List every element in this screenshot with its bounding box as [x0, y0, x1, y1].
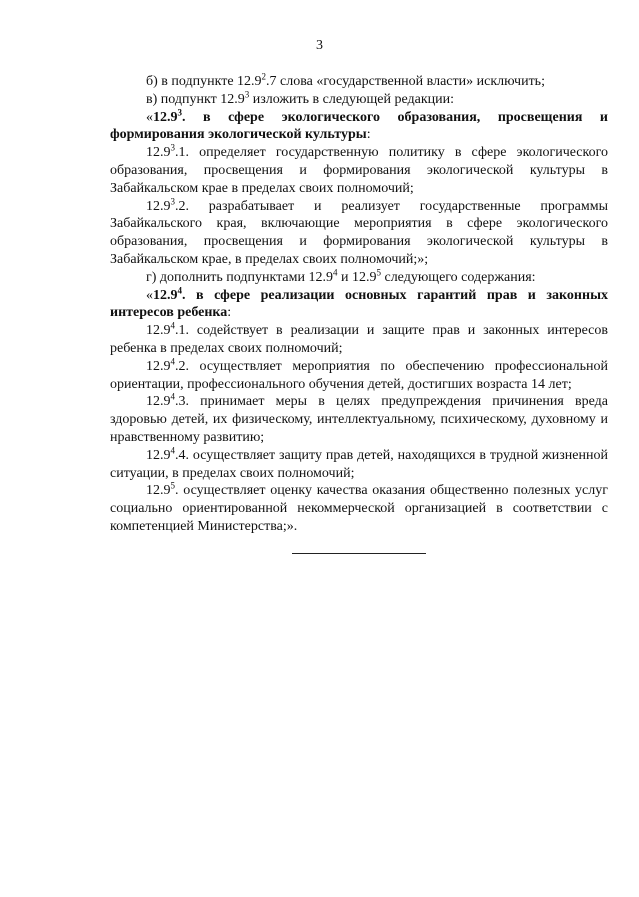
paragraph-p2 [110, 91, 608, 109]
text-run: : [227, 305, 232, 321]
text-run: .7 слова «государственной власти» исключить; [266, 74, 545, 89]
paragraph-p4 [110, 144, 608, 197]
text-run: 12.9 [146, 358, 171, 374]
text-run: 12.9 [146, 447, 171, 463]
paragraph-p3 [110, 106, 608, 145]
text-run: в) подпункт 12.9 [146, 91, 245, 107]
paragraph-p6 [110, 269, 608, 287]
superscript: 5 [170, 480, 175, 491]
superscript: 5 [376, 267, 381, 278]
paragraph-p8 [110, 322, 608, 358]
text-run: : [366, 127, 371, 143]
text-run: г) дополнить подпунктами 12.9 [146, 269, 333, 285]
text-run: 12.9 [146, 323, 171, 339]
superscript: 3 [170, 195, 175, 206]
paragraph-p5 [110, 195, 608, 269]
text-run: .2. осуществляет мероприятия по обеспечению профессиональной ориентации, профессионального обучения детей, достигших возраста 14 лет; [110, 358, 608, 392]
text-run: . осуществляет оценку качества оказания общественно полезных услуг социально ориентированной некоммерческой организацией в соответствии с компетенцией Министерства;». [110, 483, 608, 534]
page-number: 3 [316, 38, 323, 53]
superscript: 4 [170, 445, 175, 456]
bold-text: . в сфере экологического образования, просвещения и формирования экологической культуры [110, 109, 608, 143]
paragraph-p10 [110, 393, 608, 446]
text-run: 12.9 [146, 145, 171, 161]
superscript: 4 [170, 391, 175, 402]
superscript: 4 [177, 284, 182, 295]
superscript: 4 [332, 267, 338, 278]
text-run: « [146, 109, 153, 125]
paragraph-p11 [110, 447, 608, 483]
superscript: 3 [244, 89, 250, 100]
text-run: .1. определяет государственную политику в сфере экологического образования, просвещения и формирования экологической культуры в Забайкальском крае в пределах своих полномочий; [110, 145, 608, 196]
text-run: следующего содержания: [380, 269, 536, 285]
text-run: 12.9 [146, 483, 171, 499]
text-run: 12.9 [146, 394, 171, 410]
bold-text: 12.9 [153, 287, 178, 303]
paragraph-p1 [110, 73, 608, 91]
paragraph-p12 [110, 482, 608, 535]
text-run: .2. разрабатывает и реализует государственные программы Забайкальского края, включающие мероприятия в сфере экологического образования, просвещения и формирования экологической культуры в Забайкальском крае, в пределах своих полномочий;»; [110, 198, 608, 267]
paragraph-p9 [110, 358, 608, 394]
text-run: и 12.9 [337, 269, 377, 285]
superscript: 4 [170, 356, 175, 367]
text-run: .4. осуществляет защиту прав детей, находящихся в трудной жизненной ситуации, в пределах своих полномочий; [110, 447, 608, 481]
document-body [110, 73, 608, 536]
superscript: 3 [177, 106, 182, 117]
superscript: 2 [261, 71, 267, 82]
end-of-text-rule [292, 553, 426, 554]
superscript: 4 [170, 320, 175, 331]
text-run: .3. принимает меры в целях предупреждения причинения вреда здоровью детей, их физическому, интеллектуальному, психическому, духовному и нравственному развитию; [110, 394, 608, 445]
text-run: 12.9 [146, 198, 171, 214]
text-run: изложить в следующей редакции: [249, 91, 454, 107]
text-run: б) в подпункте 12.9 [146, 74, 262, 89]
bold-text: 12.9 [153, 109, 178, 125]
paragraph-p7 [110, 284, 608, 323]
superscript: 3 [170, 142, 175, 153]
text-run: « [146, 287, 153, 303]
text-run: .1. содействует в реализации и защите прав и законных интересов ребенка в пределах своих полномочий; [110, 323, 608, 356]
bold-text: . в сфере реализации основных гарантий прав и законных интересов ребенка [110, 287, 608, 321]
